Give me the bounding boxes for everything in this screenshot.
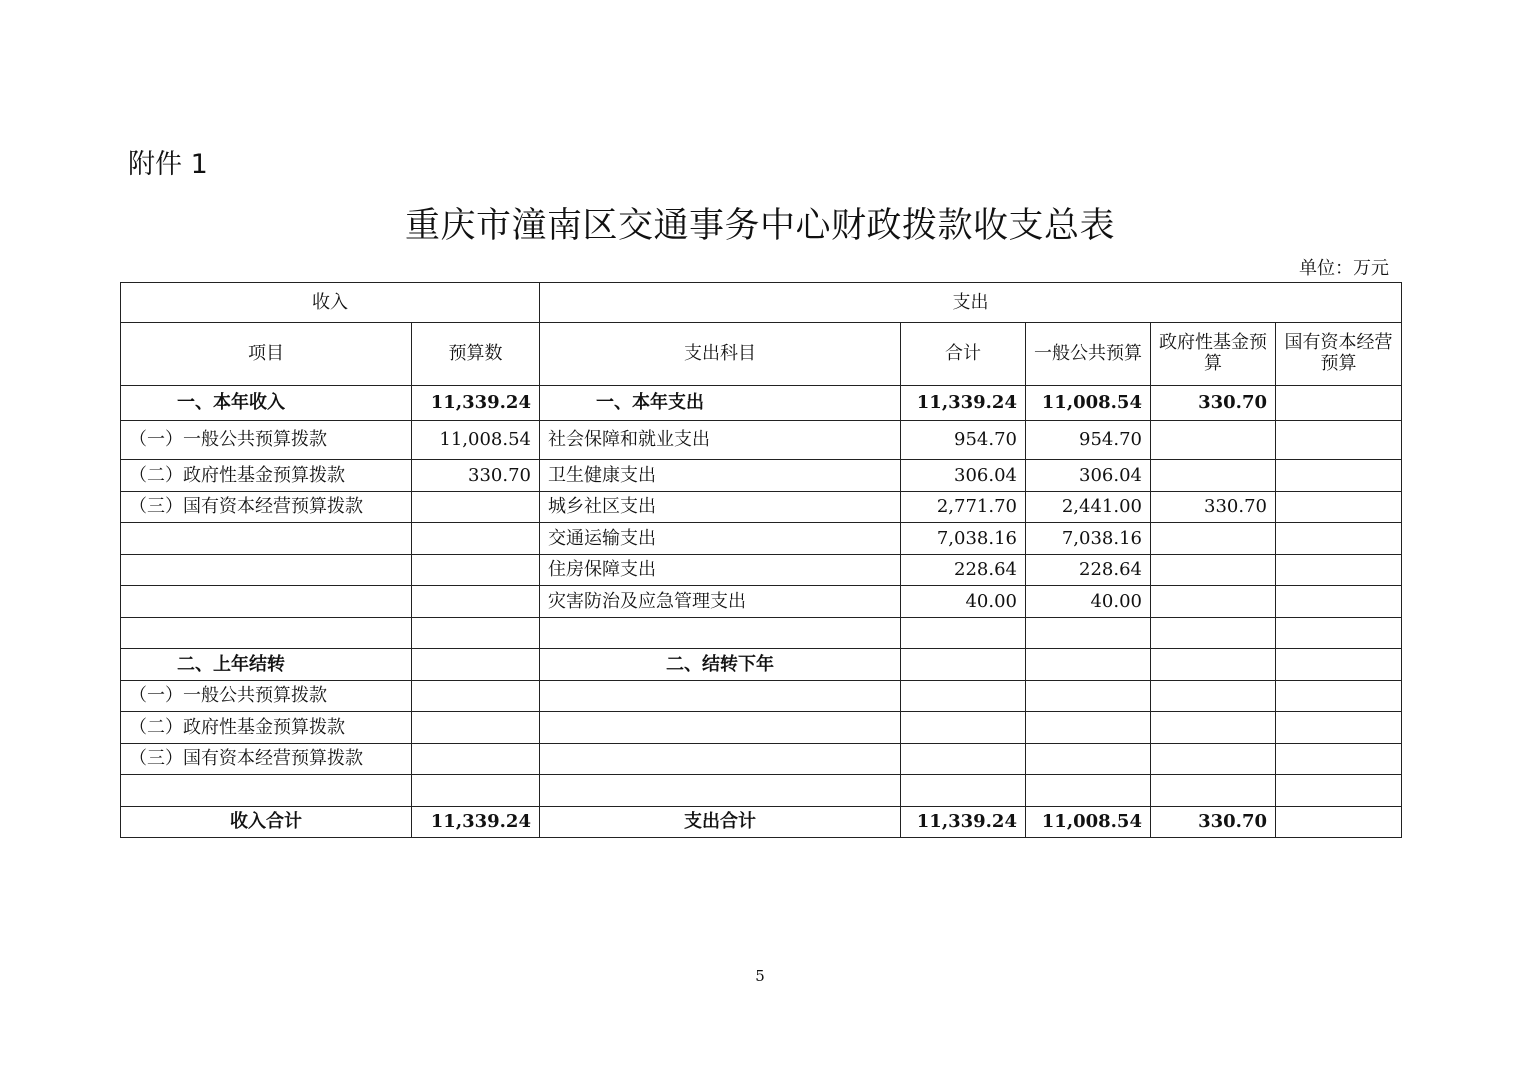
cell-capital [1276,421,1402,460]
cell-budget [412,649,540,681]
cell-general [1026,618,1151,649]
cell-item: （一）一般公共预算拨款 [121,421,412,460]
cell-item: 二、上年结转 [121,649,412,681]
cell-budget: 11,008.54 [412,421,540,460]
cell-capital [1276,744,1402,775]
cell-subject [540,744,901,775]
page-title: 重庆市潼南区交通事务中心财政拨款收支总表 [404,206,1115,246]
cell-item [121,586,412,618]
cell-capital [1276,681,1402,712]
cell-general: 2,441.00 [1026,492,1151,523]
cell-general: 40.00 [1026,586,1151,618]
cell-total [901,618,1026,649]
cell-fund [1151,421,1276,460]
cell-budget [412,586,540,618]
expense-group-header: 支出 [540,283,1402,323]
table-row [121,744,1402,775]
cell-item [121,523,412,555]
unit-label: 单位：万元 [1299,258,1389,279]
column-header-row [121,323,1402,386]
cell-total [901,649,1026,681]
header-expense-subject: 支出科目 [540,323,901,386]
cell-general: 7,038.16 [1026,523,1151,555]
cell-total: 228.64 [901,555,1026,586]
cell-subject: 交通运输支出 [540,523,901,555]
cell-item [121,618,412,649]
cell-item [121,775,412,807]
header-gov-fund: 政府性基金预算 [1151,323,1276,386]
cell-fund [1151,712,1276,744]
table-row [121,649,1402,681]
cell-total [901,681,1026,712]
cell-capital [1276,712,1402,744]
table-row [121,775,1402,807]
table-row [121,681,1402,712]
cell-general: 11,008.54 [1026,807,1151,838]
cell-budget [412,555,540,586]
cell-fund [1151,460,1276,492]
cell-fund [1151,618,1276,649]
cell-fund [1151,775,1276,807]
income-group-header: 收入 [121,283,540,323]
cell-total: 11,339.24 [901,807,1026,838]
cell-capital [1276,775,1402,807]
cell-item: 收入合计 [121,807,412,838]
cell-capital [1276,586,1402,618]
table-row [121,460,1402,492]
table-row [121,712,1402,744]
cell-total: 11,339.24 [901,386,1026,421]
cell-general [1026,775,1151,807]
cell-general: 11,008.54 [1026,386,1151,421]
table-row [121,618,1402,649]
cell-capital [1276,555,1402,586]
cell-capital [1276,618,1402,649]
cell-fund [1151,649,1276,681]
table-row [121,421,1402,460]
cell-fund [1151,586,1276,618]
cell-general: 228.64 [1026,555,1151,586]
cell-budget [412,681,540,712]
cell-budget: 330.70 [412,460,540,492]
cell-total: 7,038.16 [901,523,1026,555]
cell-fund: 330.70 [1151,386,1276,421]
cell-total: 40.00 [901,586,1026,618]
cell-subject [540,775,901,807]
cell-budget [412,618,540,649]
header-budget: 预算数 [412,323,540,386]
cell-capital [1276,460,1402,492]
cell-subject: 一、本年支出 [540,386,901,421]
header-general-public: 一般公共预算 [1026,323,1151,386]
cell-item: （二）政府性基金预算拨款 [121,712,412,744]
cell-capital [1276,523,1402,555]
cell-subject: 灾害防治及应急管理支出 [540,586,901,618]
table-row [121,523,1402,555]
header-state-capital: 国有资本经营预算 [1276,323,1402,386]
cell-budget: 11,339.24 [412,386,540,421]
cell-general [1026,681,1151,712]
cell-general [1026,744,1151,775]
table-row [121,586,1402,618]
cell-subject [540,618,901,649]
cell-item: 一、本年收入 [121,386,412,421]
cell-fund [1151,744,1276,775]
cell-subject: 卫生健康支出 [540,460,901,492]
cell-subject: 二、结转下年 [540,649,901,681]
cell-general [1026,649,1151,681]
cell-general: 306.04 [1026,460,1151,492]
cell-item [121,555,412,586]
cell-subject [540,712,901,744]
cell-budget [412,744,540,775]
cell-capital [1276,649,1402,681]
cell-fund [1151,523,1276,555]
cell-total: 2,771.70 [901,492,1026,523]
cell-item: （三）国有资本经营预算拨款 [121,744,412,775]
table-row [121,492,1402,523]
cell-item: （三）国有资本经营预算拨款 [121,492,412,523]
cell-general: 954.70 [1026,421,1151,460]
group-header-row [121,283,1402,323]
cell-budget [412,775,540,807]
cell-general [1026,712,1151,744]
total-row [121,807,1402,838]
cell-total: 306.04 [901,460,1026,492]
cell-fund [1151,681,1276,712]
cell-subject: 住房保障支出 [540,555,901,586]
cell-subject: 城乡社区支出 [540,492,901,523]
header-total: 合计 [901,323,1026,386]
cell-budget [412,523,540,555]
attachment-label: 附件 1 [128,149,208,180]
cell-budget [412,492,540,523]
header-item: 项目 [121,323,412,386]
cell-capital [1276,807,1402,838]
cell-total [901,744,1026,775]
cell-item: （二）政府性基金预算拨款 [121,460,412,492]
cell-subject: 支出合计 [540,807,901,838]
cell-subject [540,681,901,712]
cell-fund: 330.70 [1151,492,1276,523]
cell-budget: 11,339.24 [412,807,540,838]
cell-capital [1276,386,1402,421]
cell-item: （一）一般公共预算拨款 [121,681,412,712]
cell-budget [412,712,540,744]
cell-total [901,712,1026,744]
page-number: 5 [755,967,765,985]
cell-subject: 社会保障和就业支出 [540,421,901,460]
table-row [121,555,1402,586]
budget-table [120,282,1402,838]
table-row [121,386,1402,421]
cell-fund [1151,555,1276,586]
cell-fund: 330.70 [1151,807,1276,838]
cell-total [901,775,1026,807]
cell-capital [1276,492,1402,523]
cell-total: 954.70 [901,421,1026,460]
